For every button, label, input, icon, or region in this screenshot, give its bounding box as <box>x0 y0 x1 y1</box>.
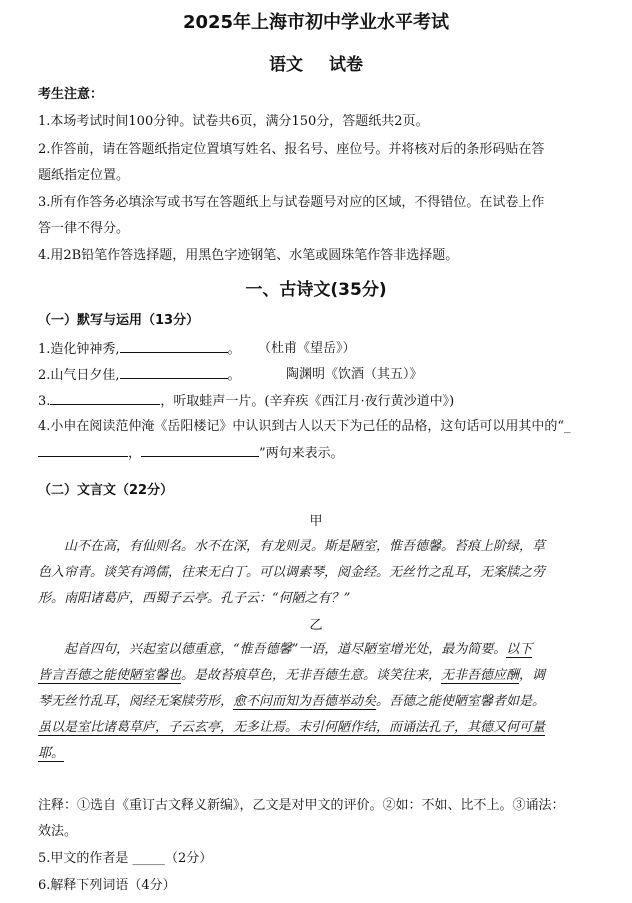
question-4-cont: ， ”两句来表示。 <box>38 444 598 463</box>
exam-title: 2025年上海市初中学业水平考试 <box>182 12 450 33</box>
yi-underlined-5: 虽以是室比诸葛草庐，子云玄亭，无多让焉。末引何陋作结，而诵法孔子，其德又何可量 <box>38 720 546 735</box>
paper-label: 试卷 <box>329 55 363 75</box>
question-2-text: 2.山气日夕佳, <box>38 368 120 383</box>
yi-underlined-2: 皆言吾德之能使陋室馨也 <box>38 668 182 683</box>
question-4-end: ”两句来表示。 <box>259 446 344 461</box>
answer-blank-1[interactable] <box>120 340 228 353</box>
question-1-text: 1.造化钟神秀, <box>38 342 120 357</box>
notice-item-3: 3.所有作答务必填涂写或书写在答题纸上与试卷题号对应的区域，不得错位。在试卷上作 <box>38 195 545 210</box>
text-yi-line-2 <box>38 667 598 685</box>
part-1-title: （一）默写与运用（13分） <box>38 313 200 328</box>
notice-item-2: 2.作答前，请在答题纸指定位置填写姓名、报名号、座位号。并将核对后的条形码贴在答 <box>38 142 545 157</box>
notice-item-1: 1.本场考试时间100分钟。试卷共6页，满分150分，答题纸共2页。 <box>38 114 429 129</box>
yi-underlined-3: 无非吾德应酬 <box>441 668 520 683</box>
annotation-line-2: 效法。 <box>38 824 78 839</box>
question-3 <box>38 392 598 411</box>
question-1-source: （杜甫《望岳》） <box>258 341 356 356</box>
text-jia-line-2: 色入帘青。谈笑有鸿儒，往来无白丁。可以调素琴，阅金经。无丝竹之乱耳，无案牍之劳 <box>38 565 546 580</box>
answer-blank-3[interactable] <box>50 392 160 405</box>
answer-blank-4a[interactable] <box>38 444 128 457</box>
text-yi-label: 乙 <box>309 618 323 633</box>
question-3-number: 3. <box>38 394 51 409</box>
question-2-source: 陶渊明《饮酒（其五）》 <box>286 367 423 382</box>
annotation-line-1: 注释：①选自《重订古文释义新编》，乙文是对甲文的评价。②如：不如、比不上。③诵法： <box>38 798 565 813</box>
yi-line-1-a: 起首四句，兴起室以德重意，“惟吾德馨”一语，道尽陋室增光处，最为简要。 <box>64 642 507 657</box>
text-yi-line-1 <box>38 641 598 659</box>
yi-line-2-b: 。是故苔痕草色，无非吾德生意。谈笑往来， <box>181 668 442 683</box>
section-1-title: 一、古诗文(35分) <box>245 280 387 300</box>
text-jia-line-1: 山不在高，有仙则名。水不在深，有龙则灵。斯是陋室，惟吾德馨。苔痕上阶绿，草 <box>64 539 546 554</box>
yi-line-3-a: 琴无丝竹乱耳，阅经无案牍劳形， <box>38 694 234 709</box>
question-1: 1.造化钟神秀, 。 <box>38 342 241 357</box>
answer-blank-2[interactable] <box>120 366 228 379</box>
text-yi-line-3 <box>38 693 598 711</box>
text-jia-line-3: 形。南阳诸葛庐，西蜀子云亭。孔子云：“何陋之有？” <box>38 591 351 606</box>
paper-subtitle <box>0 50 632 75</box>
question-4: 4.小申在阅读范仲淹《岳阳楼记》中认识到古人以天下为己任的品格，这句话可以用其中的“_ <box>38 419 571 434</box>
notice-heading: 考生注意： <box>38 87 104 102</box>
yi-line-2-d: ，调 <box>519 668 546 683</box>
subject-label: 语文 <box>269 55 303 75</box>
answer-blank-4b[interactable] <box>141 444 259 457</box>
question-2: 2.山气日夕佳, 。 <box>38 368 241 383</box>
question-5: 5.甲文的作者是 _____（2分） <box>38 851 213 866</box>
notice-item-4: 4.用2B铅笔作答选择题，用黑色字迹钢笔、水笔或圆珠笔作答非选择题。 <box>38 248 459 263</box>
question-6: 6.解释下列词语（4分） <box>38 878 176 893</box>
yi-underlined-1: 以下 <box>506 642 533 657</box>
text-yi-line-5 <box>38 745 598 763</box>
notice-item-3-cont: 答一律不得分。 <box>38 221 130 236</box>
part-2-title: （二）文言文（22分） <box>38 483 174 498</box>
yi-underlined-6: 耶。 <box>38 746 65 761</box>
yi-underlined-4: 愈不问而知为吾德举动矣 <box>233 694 377 709</box>
yi-line-3-c: 。吾德之能使陋室馨者如是。 <box>376 694 546 709</box>
text-jia-label: 甲 <box>309 514 323 529</box>
question-3-text: ，听取蛙声一片。(辛弃疾《西江月·夜行黄沙道中》) <box>160 394 455 409</box>
notice-item-2-cont: 题纸指定位置。 <box>38 168 130 183</box>
text-yi-line-4 <box>38 719 598 737</box>
